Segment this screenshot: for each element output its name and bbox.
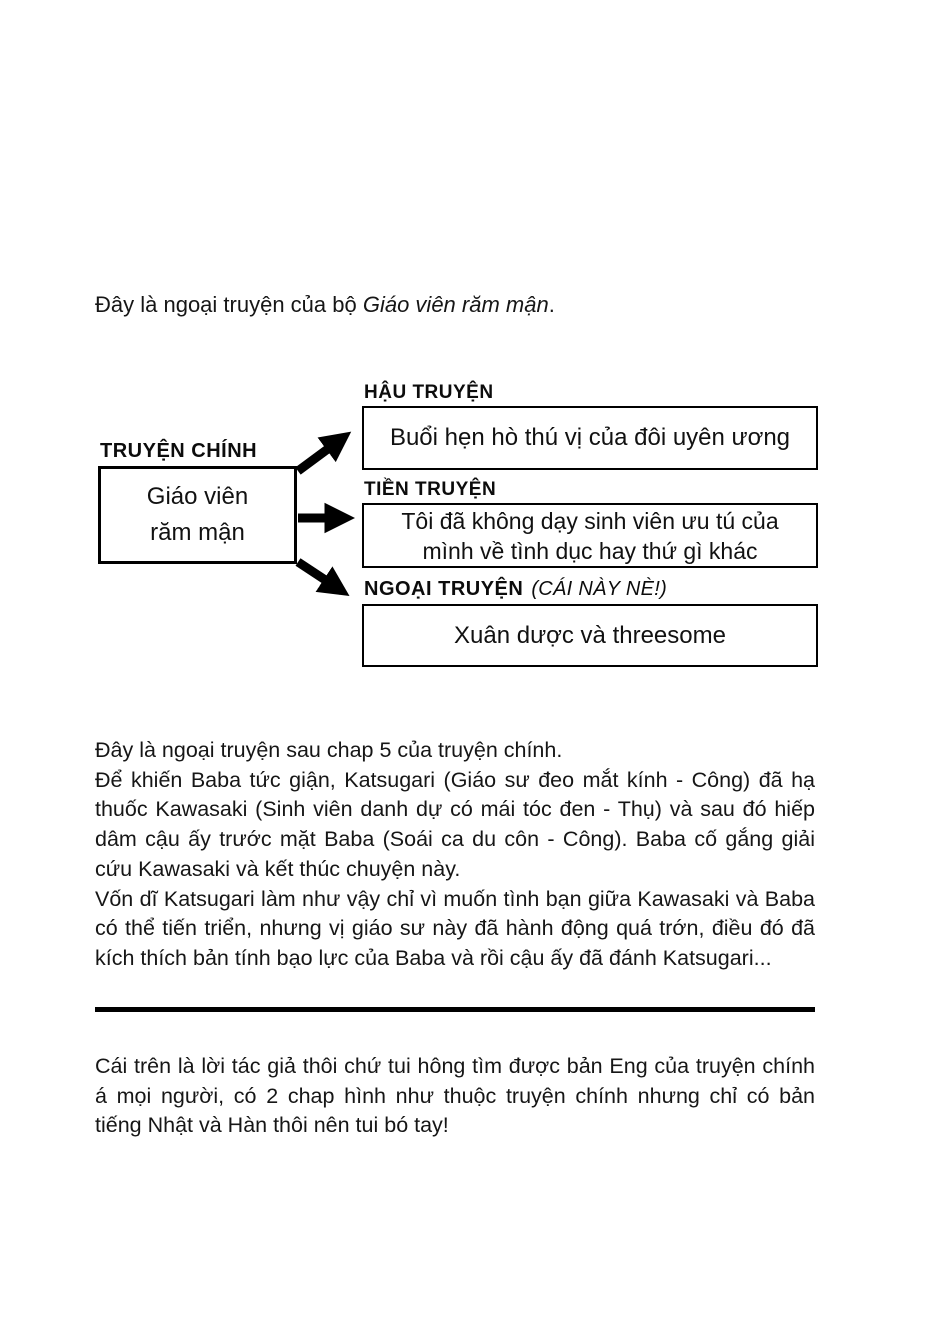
main-story-box-line2: răm mận [150, 519, 245, 546]
intro-series-title: Giáo viên răm mận [362, 292, 549, 317]
side-story-label [364, 578, 667, 601]
side-story-label-note: (CÁI NÀY NÈ!) [531, 578, 668, 600]
sequel-label: HẬU TRUYỆN [364, 382, 494, 403]
synopsis-paragraph-3: Vốn dĩ Katsugari làm như vậy chỉ vì muốn tình bạn giữa Kawasaki và Baba có thể tiến triển, nhưng vị giáo sư này đã hành động quá trớn, điều đó đã kích thích bản tính bạo lực của Baba và rồi cậu ấy đã đánh Katsugari... [95, 886, 815, 970]
main-story-box-line1: Giáo viên [146, 483, 249, 510]
sequel-box [362, 406, 818, 470]
side-story-box [362, 604, 818, 667]
divider-line [95, 1007, 815, 1012]
prequel-box-line2: mình về tình dục hay thứ gì khác [422, 537, 758, 564]
side-story-box-text: Xuân dược và threesome [454, 621, 726, 649]
prequel-label: TIỀN TRUYỆN [364, 479, 497, 500]
synopsis-paragraph-2: Để khiến Baba tức giận, Katsugari (Giáo sư đeo mắt kính - Công) đã hạ thuốc Kawasaki (Sinh viên danh dự có mái tóc đen - Thụ) và sau đó hiếp dâm cậu ấy trước mặt Baba (Soái ca du côn - Công). Baba cố gắng giải cứu Kawasaki và kết thúc chuyện này. [95, 767, 815, 881]
translator-footer-note: Cái trên là lời tác giả thôi chứ tui hông tìm được bản Eng của truyện chính á mọi người, có 2 chap hình như thuộc truyện chính nhưng chỉ có bản tiếng Nhật và Hàn thôi nên tui bó tay! [95, 1054, 815, 1138]
intro-suffix: . [548, 292, 555, 317]
main-story-box [98, 466, 297, 564]
synopsis-paragraph-1: Đây là ngoại truyện sau chap 5 của truyện chính. [95, 738, 563, 762]
prequel-box-line1: Tôi đã không dạy sinh viên ưu tú của [401, 507, 779, 534]
arrow-to-side-story-icon [298, 562, 342, 591]
arrow-to-sequel-icon [298, 437, 344, 471]
intro-prefix: Đây là ngoại truyện của bộ [95, 292, 363, 317]
main-story-label: TRUYỆN CHÍNH [100, 440, 258, 462]
sequel-box-text: Buổi hẹn hò thú vị của đôi uyên ương [389, 424, 791, 451]
synopsis-text [95, 736, 815, 974]
arrow-connectors-icon [288, 415, 372, 610]
side-story-label-text: NGOẠI TRUYỆN [364, 578, 524, 600]
prequel-box [362, 503, 818, 568]
